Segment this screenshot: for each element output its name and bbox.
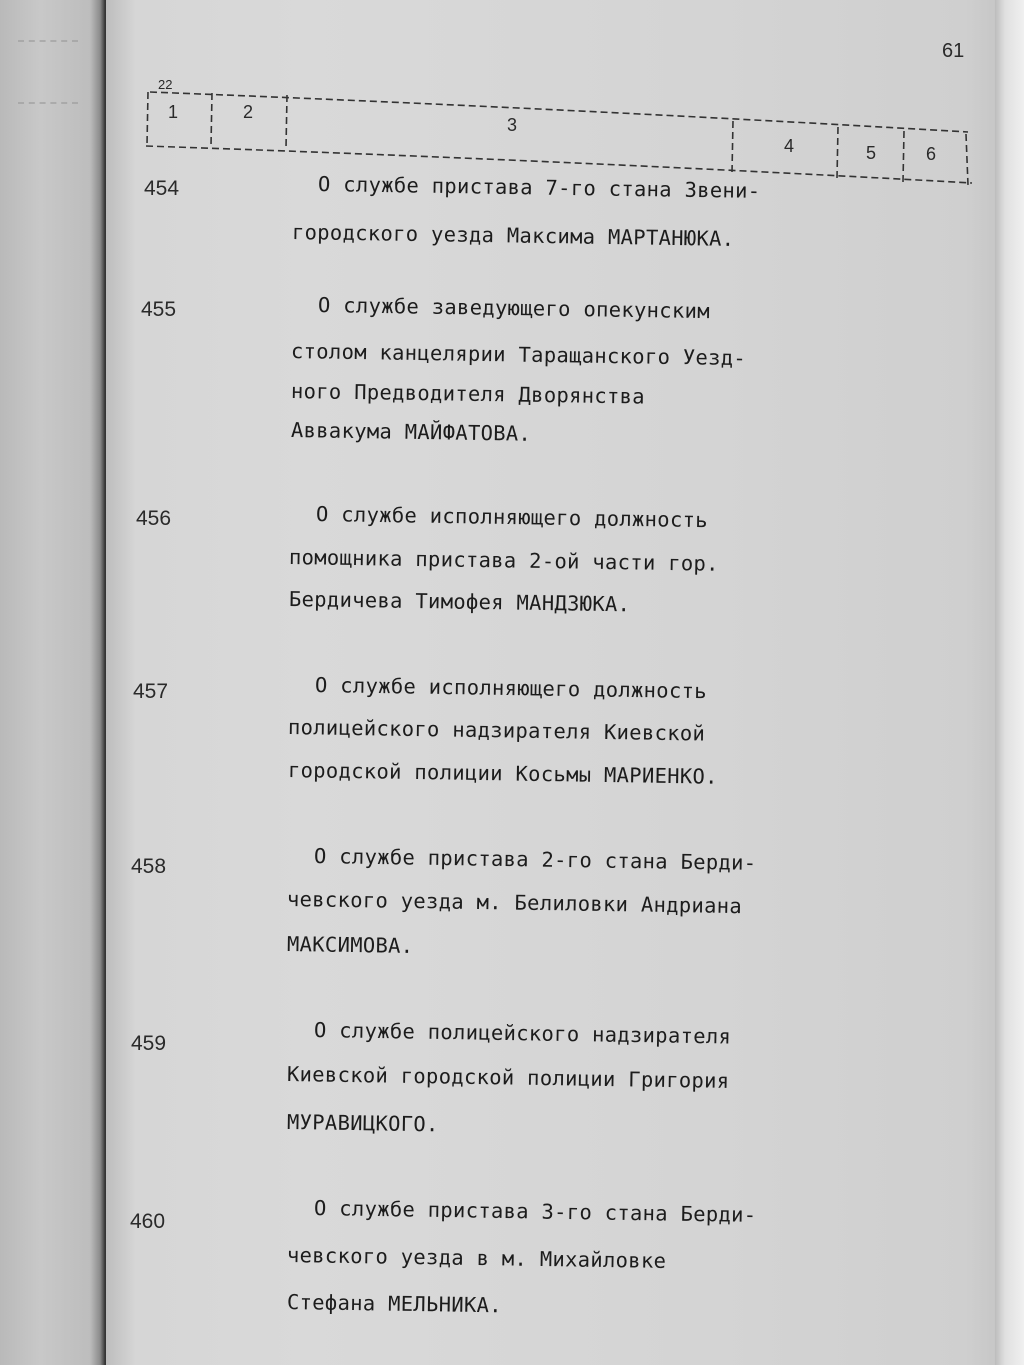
header-divider-left	[147, 92, 148, 145]
entry-455-line-4: Аввакума МАЙФАТОВА.	[290, 418, 532, 446]
entry-456-line-3: Бердичева Тимофея МАНДЗЮКА.	[288, 587, 631, 617]
entry-number-460: 460	[130, 1210, 166, 1233]
column-label-4: 4	[784, 136, 795, 156]
entry-456-line-1: О службе исполняющего должность	[315, 502, 709, 533]
entry-455-line-3: ного Предводителя Дворянства	[290, 379, 646, 409]
entry-459-line-3: МУРАВИЦКОГО.	[286, 1110, 439, 1137]
entry-number-455: 455	[141, 298, 177, 321]
entry-454-line-2: городского уезда Максима МАРТАНЮКА.	[291, 220, 735, 251]
page-edge	[995, 0, 1024, 1365]
entry-457-line-3: городской полиции Косьмы МАРИЕНКО.	[287, 758, 718, 789]
entry-number-454: 454	[144, 177, 180, 200]
column-label-1: 1	[168, 102, 179, 122]
header-top-border	[150, 92, 968, 132]
entry-456-line-2: помощника пристава 2-ой части гор.	[288, 545, 719, 576]
column-label-6: 6	[926, 144, 937, 164]
entry-455-line-2: столом канцелярии Таращанского Уезд-	[290, 339, 747, 371]
column-header-table	[0, 0, 1024, 200]
entry-458-line-3: МАКСИМОВА.	[286, 932, 414, 958]
entry-454-line-1: О службе пристава 7-го стана Звени-	[317, 172, 761, 203]
entry-459-line-2: Киевской городской полиции Григория	[286, 1062, 730, 1093]
entry-458-line-1: О службе пристава 2-го стана Берди-	[313, 844, 757, 875]
entry-460-line-1: О службе пристава 3-го стана Берди-	[313, 1196, 757, 1227]
column-label-2: 2	[243, 102, 254, 122]
entry-460-line-2: чевского уезда в м. Михайловке	[286, 1243, 667, 1273]
entry-455-line-1: О службе заведующего опекунским	[317, 293, 711, 324]
entry-460-line-3: Стефана МЕЛЬНИКА.	[286, 1290, 503, 1318]
header-divider-1-2	[211, 93, 212, 146]
binding-left-page	[0, 0, 104, 1365]
header-divider-3-4	[732, 121, 733, 173]
entry-458-line-2: чевского уезда м. Белиловки Андриана	[286, 887, 743, 919]
header-divider-5-6	[903, 131, 904, 182]
entry-457-line-1: О службе исполняющего должность	[314, 673, 708, 704]
header-divider-4-5	[837, 127, 838, 178]
header-divider-2-3	[286, 95, 287, 148]
entry-number-459: 459	[131, 1032, 167, 1055]
entry-number-456: 456	[136, 507, 172, 530]
column-label-5: 5	[866, 143, 877, 163]
entry-457-line-2: полицейского надзирателя Киевской	[287, 715, 706, 746]
header-divider-right	[966, 134, 968, 185]
column-label-3: 3	[507, 115, 518, 135]
entry-459-line-1: О службе полицейского надзирателя	[313, 1018, 732, 1049]
entry-number-458: 458	[131, 855, 167, 878]
entry-number-457: 457	[133, 680, 169, 703]
page-number: 61	[942, 40, 965, 62]
header-small-mark: 22	[158, 77, 173, 92]
